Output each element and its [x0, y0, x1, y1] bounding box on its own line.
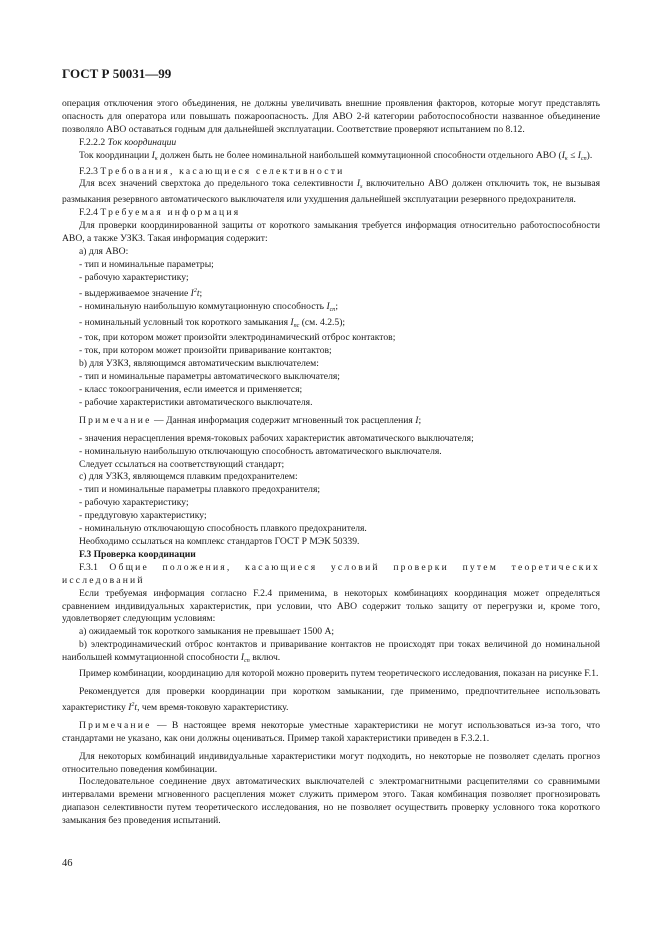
paragraph-recommendation: [62, 686, 600, 715]
list-item: - тип и номинальные параметры автоматического выключателя;: [79, 371, 340, 383]
formula-icn: $I_{сn}$: [240, 652, 250, 665]
section-title: Требуемая информация: [100, 207, 241, 219]
list-item: - значения нерасцепления время-токовых рабочих характеристик автоматического выключателя;: [79, 432, 474, 444]
text-span: включительно АВО должен отключить ток, не вызывая размыкания резервного автоматического выключателя или ухудшения дальнейшей эксплуатации резервного предохранителя.: [62, 178, 601, 206]
paragraph-continuation: операция отключения этого объединения, не должны увеличивать внешние проявления факторов, которые могут представлять опасность для оператора или повышать пожароопасность. Для АВО 2-й категории работоспособности названное объединение позволяло АВО оставаться годным для дальнейшей эксплуатации. Соответствие проверяют испытанием по 8.12.: [62, 98, 600, 135]
list-item: - тип и номинальные параметры плавкого предохранителя;: [79, 484, 321, 496]
list-item: - ток, при котором может произойти электродинамический отброс контактов;: [79, 332, 396, 344]
list-item: - класс токоограничения, если имеется и применяется;: [79, 384, 303, 396]
text-span: Ток координации: [79, 149, 150, 161]
text-span: Для всех значений сверхтока до предельного тока селективности: [79, 178, 354, 190]
list-item: [62, 317, 600, 333]
list-item: Необходимо ссылаться на комплекс стандартов ГОСТ Р МЭК 50339.: [79, 536, 360, 547]
section-number: F.2.4: [79, 207, 98, 219]
formula-i2t: $I^2t$: [128, 701, 138, 713]
formula-ic: $I_к$: [151, 149, 158, 162]
section-heading-f3: F.3 Проверка координации: [79, 548, 196, 560]
formula-inc: $I_{nc}$: [290, 316, 300, 329]
section-number: F.2.2.2: [79, 136, 106, 148]
note-text: — В настоящее время некоторые уместные характеристики не могут использоваться из-за того, что стандартами не указано, как они должны оцениваться. Пример такой характеристики приведен в F.3.2.1.: [62, 719, 600, 744]
paragraph-coordination-current: [62, 150, 600, 166]
section-heading-f23: [62, 166, 600, 179]
list-head-b: b) для УЗКЗ, являющимся автоматическим выключателем:: [79, 358, 319, 370]
list-item: - выдерживаемое значение $I^2t$;: [79, 287, 203, 299]
document-page: [62, 66, 600, 828]
text-span: b) электродинамический отброс контактов и приваривание контактов не происходят при токах величиной до номинальной наибольшей коммутационной способности: [62, 639, 600, 664]
list-item: - ток, при котором может произойти приваривание контактов;: [79, 345, 332, 357]
list-item: - номинальную отключающую способность плавкого предохранителя.: [79, 523, 367, 535]
formula-icn: $I_{сn}$: [326, 300, 336, 313]
paragraph-info-required: Для проверки координированной защиты от короткого замыкания требуется информация относительно работоспособности АВО, а также УЗКЗ. Такая информация содержит:: [62, 220, 600, 245]
section-heading-f222: [62, 137, 600, 150]
list-head-c: c) для УЗКЗ, являющемся плавким предохранителем:: [79, 471, 298, 483]
list-item: - номинальную наибольшую коммутационную способность $I_{сn}$;: [79, 300, 338, 313]
text-span: , чем время-токовую характеристику.: [137, 701, 289, 713]
section-title: Ток координации: [107, 136, 177, 148]
section-number: F.2.3: [79, 165, 98, 177]
text-span: - номинальную наибольшую коммутационную способность: [79, 300, 325, 312]
document-header: ГОСТ Р 50031—99: [62, 66, 172, 81]
note-label: Примечание: [79, 719, 152, 731]
document-body: [62, 98, 600, 828]
paragraph-series-connection: Последовательное соединение двух автоматических выключателей с электромагнитными расцепителями со сравнимыми интервалами времени мгновенного расцепления может служить примером этого. Такая комбинация позволяет прогнозировать диапазон селективности путем теоретического исследования, но не позволяет осуществить проверку условного тока короткого замыкания без проведения испытаний.: [62, 776, 600, 827]
paragraph-selectivity: [62, 178, 600, 207]
paragraph-comparison: Если требуемая информация согласно F.2.4 применима, в некоторых комбинациях координация может определяться сравнением индивидуальных характеристик, при условии, что АВО содержит только защиту от перегрузки и, кроме того, удовлетворяет следующим условиям:: [62, 587, 600, 625]
formula-i: I: [415, 414, 419, 426]
note-label: Примечание: [79, 414, 152, 426]
text-span: Рекомендуется для проверки координации при коротком замыкании, где применимо, предпочтительнее использовать характеристику: [62, 685, 600, 713]
note-2: [62, 720, 600, 746]
formula-ic-le-icn: $I_к \le I_{сn}$: [561, 149, 587, 162]
list-item: Следует ссылаться на соответствующий стандарт;: [79, 458, 285, 470]
section-heading-f31: [62, 562, 600, 588]
section-heading-f24: [62, 207, 600, 220]
note-text: — Данная информация содержит мгновенный ток расцепления: [151, 414, 413, 426]
condition-a: а) ожидаемый ток короткого замыкания не превышает 1500 А;: [79, 626, 335, 638]
text-span: ).: [586, 149, 593, 161]
paragraph-individual: Для некоторых комбинаций индивидуальные характеристики могут подходить, но некоторые не позволяет сделать прогноз относительно поведения комбинации.: [62, 750, 600, 775]
note-1: Примечание — Данная информация содержит мгновенный ток расцепления I;: [79, 414, 422, 426]
section-title: Общие положения, касающиеся условий проверки путем теоретических исследований: [62, 561, 601, 586]
condition-b: [62, 639, 600, 668]
list-item: - рабочие характеристики автоматического выключателя.: [79, 396, 313, 408]
text-span: - номинальный условный ток короткого замыкания: [79, 316, 289, 328]
text-span: должен быть не более номинальной наибольшей коммутационной способности отдельного АВО (: [160, 149, 562, 161]
text-span: включ.: [252, 652, 281, 664]
list-item: - тип и номинальные параметры;: [79, 258, 214, 270]
list-item: - преддуговую характеристику;: [79, 510, 207, 522]
list-head-a: а) для АВО:: [79, 245, 129, 257]
text-span: (см. 4.2.5);: [301, 316, 346, 328]
section-title: Требования, касающиеся селективности: [100, 165, 345, 177]
list-item: - рабочую характеристику;: [79, 497, 189, 509]
list-item: - рабочую характеристику;: [79, 271, 189, 283]
list-item: - номинальную наибольшую отключающую способность автоматического выключателя.: [79, 445, 442, 457]
formula-i2t: $I^2t$: [190, 287, 200, 299]
section-number: F.3.1: [79, 561, 98, 573]
text-span: - выдерживаемое значение: [79, 287, 189, 299]
page-number: 46: [62, 858, 73, 869]
formula-is: $I_s$: [356, 178, 363, 191]
paragraph-example: Пример комбинации, координацию для которой можно проверить путем теоретического исследования, показан на рисунке F.1.: [79, 668, 599, 680]
